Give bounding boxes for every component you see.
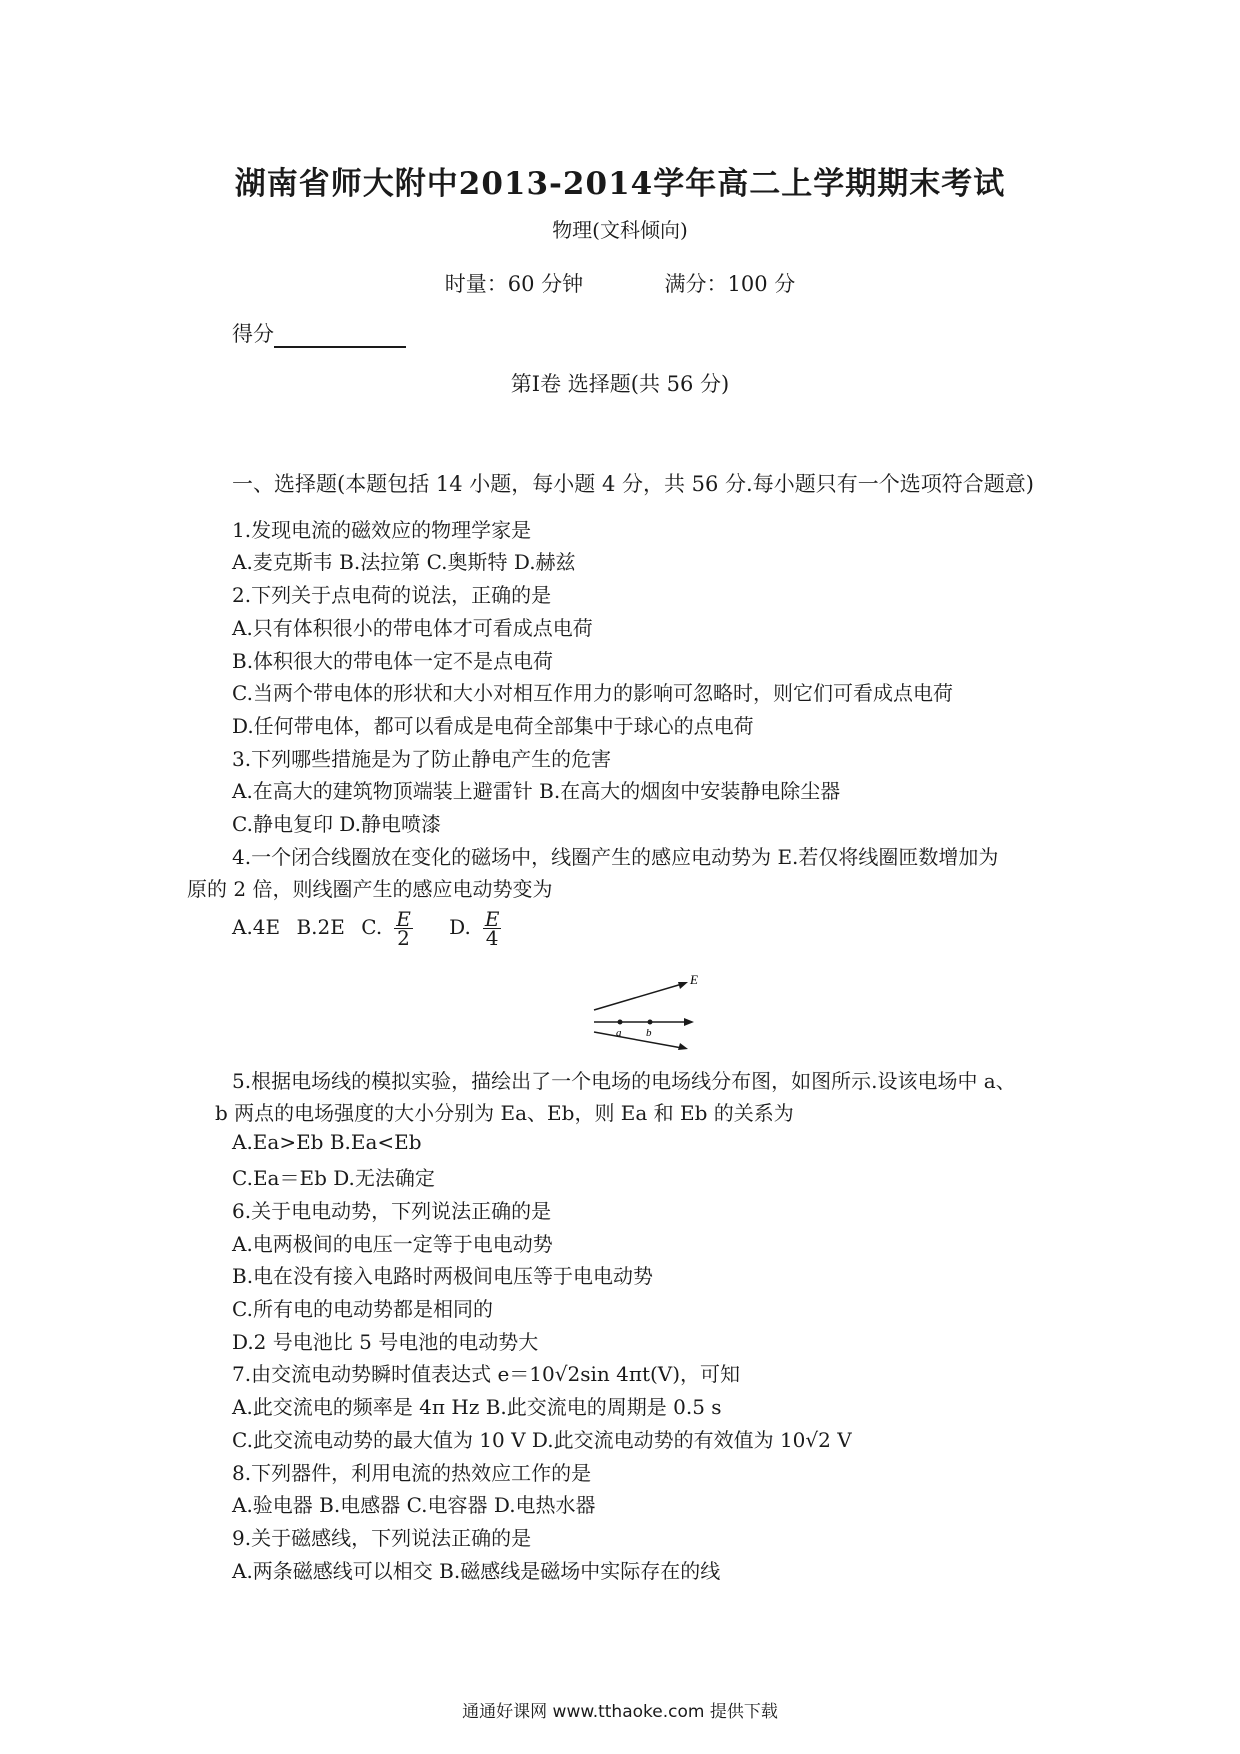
fraction-e-over-4: $\frac{E}{4}$ xyxy=(484,907,500,950)
point-a xyxy=(618,1020,623,1025)
question-5-line-1: 5.根据电场线的模拟实验，描绘出了一个电场的电场线分布图，如图所示.设该电场中 a、 xyxy=(232,1069,1016,1093)
fraction-e-over-2: $\frac{E}{2}$ xyxy=(396,907,411,950)
download-source-footer: 通通好课网 www.tthaoke.com 提供下载 xyxy=(462,1702,778,1722)
field-label-e: E xyxy=(690,972,698,987)
arrowhead-lower xyxy=(678,1043,688,1050)
question-6-option-a: A.电两极间的电压一定等于电电动势 xyxy=(232,1232,553,1256)
question-7-options-ab: A.此交流电的频率是 4π Hz B.此交流电的周期是 0.5 s xyxy=(232,1395,722,1419)
electric-field-line-diagram xyxy=(584,968,704,1052)
question-3-options-ab: A.在高大的建筑物顶端装上避雷针 B.在高大的烟囱中安装静电除尘器 xyxy=(232,779,841,803)
question-5-line-2: b 两点的电场强度的大小分别为 Ea、Eb，则 Ea 和 Eb 的关系为 xyxy=(215,1101,794,1125)
question-9: 9.关于磁感线，下列说法正确的是 xyxy=(232,1526,532,1550)
question-7-options-cd: C.此交流电动势的最大值为 10 V D.此交流电动势的有效值为 10√2 V xyxy=(232,1428,852,1452)
exam-time-info xyxy=(0,268,1240,298)
question-1-options: A.麦克斯韦 B.法拉第 C.奥斯特 D.赫兹 xyxy=(232,550,576,574)
question-2-option-d: D.任何带电体，都可以看成是电荷全部集中于球心的点电荷 xyxy=(232,714,754,738)
time-label: 时量：60 分钟 xyxy=(444,272,584,296)
question-2-option-a: A.只有体积很小的带电体才可看成点电荷 xyxy=(232,616,593,640)
question-6-option-c: C.所有电的电动势都是相同的 xyxy=(232,1297,493,1321)
part-title: 第Ⅰ卷 选择题(共 56 分) xyxy=(510,372,730,396)
score-blank-line xyxy=(274,326,406,348)
question-8: 8.下列器件，利用电流的热效应工作的是 xyxy=(232,1461,592,1485)
question-9-options-ab: A.两条磁感线可以相交 B.磁感线是磁场中实际存在的线 xyxy=(232,1559,721,1583)
question-4-line-1: 4.一个闭合线圈放在变化的磁场中，线圈产生的感应电动势为 E.若仅将线圈匝数增加为 xyxy=(232,845,999,869)
section-title: 一、选择题(本题包括 14 小题，每小题 4 分，共 56 分.每小题只有一个选项符合题意) xyxy=(232,472,1034,496)
question-2: 2.下列关于点电荷的说法，正确的是 xyxy=(232,583,552,607)
point-b xyxy=(648,1020,653,1025)
q4-option-a: A.4E xyxy=(232,915,281,939)
arrowhead-upper xyxy=(678,982,688,989)
question-5-options-cd: C.Ea＝Eb D.无法确定 xyxy=(232,1166,435,1190)
exam-subtitle: 物理(文科倾向) xyxy=(552,218,688,242)
score-field xyxy=(232,318,406,348)
question-4-options xyxy=(232,907,531,950)
question-6-option-d: D.2 号电池比 5 号电池的电动势大 xyxy=(232,1330,539,1354)
question-3: 3.下列哪些措施是为了防止静电产生的危害 xyxy=(232,747,612,771)
point-label-a: a xyxy=(616,1027,622,1039)
q4-option-d: D. $\frac{E}{4}$ xyxy=(449,915,521,939)
question-6-option-b: B.电在没有接入电路时两极间电压等于电电动势 xyxy=(232,1264,654,1288)
exam-title: 湖南省师大附中2013-2014学年高二上学期期末考试 xyxy=(234,166,1006,202)
full-score-label: 满分：100 分 xyxy=(664,272,796,296)
question-8-options: A.验电器 B.电感器 C.电容器 D.电热水器 xyxy=(232,1493,596,1517)
question-3-options-cd: C.静电复印 D.静电喷漆 xyxy=(232,812,441,836)
question-4-line-2: 原的 2 倍，则线圈产生的感应电动势变为 xyxy=(187,877,553,901)
field-line-lower xyxy=(594,1032,682,1048)
question-2-option-c: C.当两个带电体的形状和大小对相互作用力的影响可忽略时，则它们可看成点电荷 xyxy=(232,681,953,705)
q4-option-c: C. $\frac{E}{2}$ xyxy=(361,915,433,939)
question-6: 6.关于电电动势，下列说法正确的是 xyxy=(232,1199,552,1223)
score-label: 得分 xyxy=(232,322,274,346)
question-5-options-ab: A.Ea>Eb B.Ea<Eb xyxy=(232,1130,422,1154)
question-1: 1.发现电流的磁效应的物理学家是 xyxy=(232,518,532,542)
question-7: 7.由交流电动势瞬时值表达式 e＝10√2sin 4πt(V)，可知 xyxy=(232,1362,741,1386)
q4-option-b: B.2E xyxy=(296,915,345,939)
field-line-upper xyxy=(594,984,682,1010)
question-2-option-b: B.体积很大的带电体一定不是点电荷 xyxy=(232,649,554,673)
arrowhead-middle xyxy=(684,1018,694,1026)
point-label-b: b xyxy=(646,1027,652,1039)
